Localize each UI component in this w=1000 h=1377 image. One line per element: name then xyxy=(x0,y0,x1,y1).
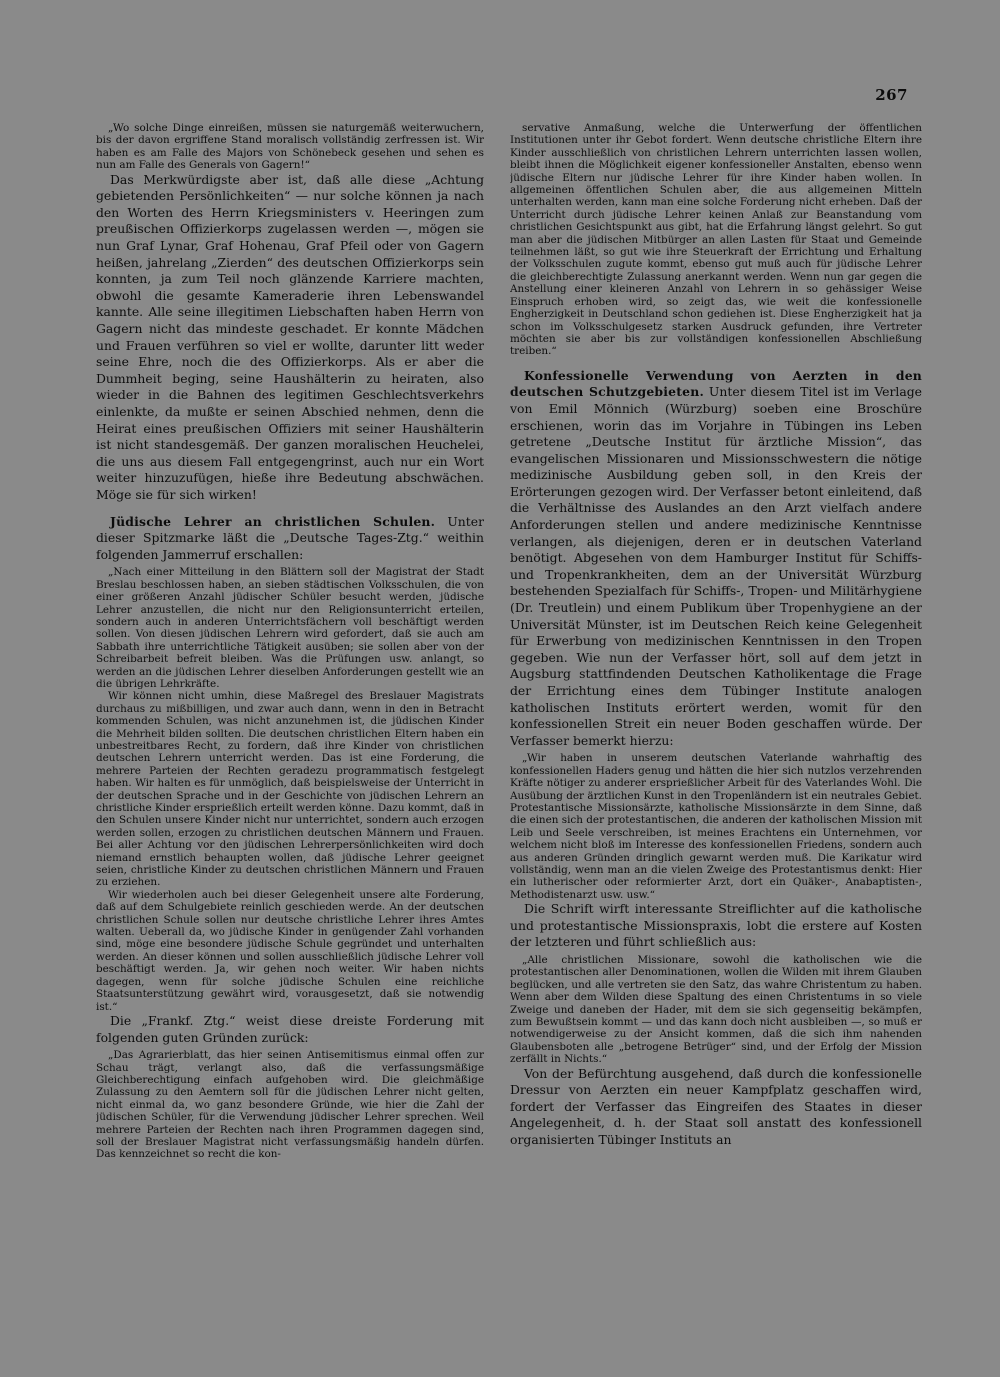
paragraph-text: „Wir haben in unserem deutschen Vaterlande wahrhaftig des konfessionellen Haders genug und hätten die hier sich nutzlos verzehrenden Kräfte nötiger zu anderer ersprießlicher Arbeit für des Vaterlandes Wohl. Die Ausübung der ärztlichen Kunst in den Tropenländern ist ein neutrales Gebiet. Protestantische Missionsärzte, katholische Missionsärzte in dem Sinne, daß die einen sich der protestantischen, die anderen der katholischen Mission mit Leib und Seele verschreiben, ist meines Erachtens ein Unternehmen, vor welchem nicht bloß im Interesse des konfessionellen Friedens, sondern auch aus anderen Gründen dringlich gewarnt werden muß. Die Karikatur wird vollständig, wenn man an die vielen Zweige des Protestantismus denkt: Hier ein lutherischer oder reformierter Arzt, dort ein Quäker-, Anabaptisten-, Methodistenarzt usw. usw.“ xyxy=(510,752,922,901)
page-number: 267 xyxy=(875,86,908,104)
quote-paragraph xyxy=(96,566,484,690)
paragraph-text: Die „Frankf. Ztg.“ weist diese dreiste Forderung mit folgenden guten Gründen zurück: xyxy=(96,1012,484,1045)
quote-paragraph xyxy=(96,122,484,172)
body-paragraph xyxy=(510,1066,922,1149)
paragraph-text: Von der Befürchtung ausgehend, daß durch die konfessionelle Dressur von Aerzten ein neuer Kampfplatz geschaffen wird, fordert der Verfasser das Eingreifen des Staates in dieser Angelegenheit, d. h. der Staat soll anstatt des konfessionell organisierten Tübinger Instituts an xyxy=(510,1065,922,1148)
paragraph-text: „Das Agrarierblatt, das hier seinen Antisemitismus einmal offen zur Schau trägt, verlangt also, daß die verfassungsmäßige Gleichberechtigung einfach aufgehoben wird. Die gleichmäßige Zulassung zu den Aemtern soll für die jüdischen Lehrer nicht gelten, nicht einmal da, wo ganz besondere Gründe, wie hier die Zahl der jüdischen Schüler, für die Verwendung jüdischer Lehrer sprechen. Weil mehrere Parteien der Rechten nach ihren Programmen dagegen sind, soll der Breslauer Magistrat nicht verfassungsmäßig handeln dürfen. Das kennzeichnet so recht die kon- xyxy=(96,1049,484,1161)
paragraph-text: Das Merkwürdigste aber ist, daß alle diese „Achtung gebietenden Persönlichkeiten“ — nur solche können ja nach den Worten des Herrn Kriegsministers v. Heeringen zum preußischen Offizierkorps zugelassen werden —, mögen sie nun Graf Lynar, Graf Hohenau, Graf Pfeil oder von Gagern heißen, jahrelang „Zierden“ des deutschen Offizierkorps sein konnten, ja zum Teil noch glänzende Karriere machten, obwohl die gesamte Kameraderie ihren Lebenswandel kannte. Alle seine illegitimen Liebschaften haben Herrn von Gagern nicht das mindeste geschadet. Er konnte Mädchen und Frauen verführen so viel er wollte, darunter litt weder seine Ehre, noch die des Offizierkorps. Als er aber die Dummheit beging, seine Haushälterin zu heiraten, also wieder in die Bahnen des legitimen Geschlechtsverkehrs einlenkte, da mußte er seinen Abschied nehmen, denn die Heirat eines preußischen Offiziers mit seiner Haushälterin ist nicht standesgemäß. Der ganzen moralischen Heuchelei, die uns aus diesem Fall entgegengrinst, auch nur ein Wort weiter hinzuzufügen, hieße ihre Bedeutung abschwächen. Möge sie für sich wirken! xyxy=(96,171,484,502)
paragraph-text: Wir können nicht umhin, diese Maßregel des Breslauer Magistrats durchaus zu mißbilligen, und zwar auch dann, wenn in den in Betracht kommenden Schulen, was nicht anzunehmen ist, die jüdischen Kinder die Mehrheit bilden sollten. Die deutschen christlichen Eltern haben ein unbestreitbares Recht, zu fordern, daß ihre Kinder von christlichen deutschen Lehrern unterricht werden. Das ist eine Forderung, die mehrere Parteien der Rechten geradezu programmatisch festgelegt haben. Wir halten es für unmöglich, daß beispielsweise der Unterricht in der deutschen Sprache und in der Geschichte von jüdischen Lehrern an christliche Kinder ersprießlich erteilt werden könne. Dazu kommt, daß in den Schulen unsere Kinder nicht nur unterrichtet, sondern auch erzogen werden sollen, erzogen zu christlichen deutschen Männern und Frauen. Bei aller Achtung vor den jüdischen Lehrerpersönlichkeiten wird doch niemand ernstlich behaupten wollen, daß jüdische Lehrer geeignet seien, christliche Kinder zu deutschen christlichen Männern und Frauen zu erziehen. xyxy=(96,690,484,889)
paragraph-text: Wir wiederholen auch bei dieser Gelegenheit unsere alte Forderung, daß auf dem Schulgebiete reinlich geschieden werde. An der deutschen christlichen Schule sollen nur deutsche christliche Lehrer ihres Amtes walten. Ueberall da, wo jüdische Kinder in genügender Zahl vorhanden sind, möge eine besondere jüdische Schule gegründet und unterhalten werden. An dieser können und sollen ausschließlich jüdische Lehrer voll beschäftigt werden. Ja, wir gehen noch weiter. Wir haben nichts dagegen, wenn für solche jüdische Schulen eine reichliche Staatsunterstützung gewährt wird, vorausgesetzt, daß sie notwendig ist.“ xyxy=(96,888,484,1013)
article-heading: Konfessionelle Verwendung von Aerzten in den deutschen Schutzgebieten. xyxy=(510,367,922,400)
article-paragraph-with-heading xyxy=(96,514,484,564)
paragraph-text: „Alle christlichen Missionare, sowohl die katholischen wie die protestantischen aller Denominationen, wollen die Wilden mit ihrem Glauben beglücken, und alle vertreten sie den Satz, das wahre Christentum zu haben. Wenn aber dem Wilden diese Spaltung des einen Christentums in so viele Zweige und daneben der Hader, mit dem sie sich gegenseitig bekämpfen, zum Bewußtsein kommt — und das kann doch nicht ausbleiben —, so muß er notwendigerweise zu der Ansicht kommen, daß die sich ihm nahenden Glaubensboten alle „betrogene Betrüger“ sind, und der Erfolg der Mission zerfällt in Nichts.“ xyxy=(510,954,922,1066)
paragraph-text: Die Schrift wirft interessante Streiflichter auf die katholische und protestantische Missionspraxis, lobt die erstere auf Kosten der letzteren und führt schließlich aus: xyxy=(510,901,922,950)
article-heading: Jüdische Lehrer an christlichen Schulen. xyxy=(110,513,436,529)
quote-paragraph xyxy=(96,690,484,889)
article-paragraph-with-heading xyxy=(510,368,922,750)
quote-paragraph xyxy=(510,954,922,1066)
paragraph-text: Unter dieser Spitzmarke läßt die „Deutsche Tages-Ztg.“ weithin folgenden Jammerruf erschallen: xyxy=(96,513,484,562)
right-column xyxy=(510,122,922,1347)
body-paragraph xyxy=(96,172,484,504)
paragraph-text: „Wo solche Dinge einreißen, müssen sie naturgemäß weiterwuchern, bis der davon ergriffene Stand moralisch vollständig zerfressen ist. Wir haben es am Falle des Majors von Schönebeck gesehen und sehen es nun am Falle des Generals von Gagern!“ xyxy=(96,122,484,172)
body-paragraph xyxy=(510,901,922,951)
left-column xyxy=(96,122,484,1347)
quote-paragraph xyxy=(96,1049,484,1161)
paragraph-text: Unter diesem Titel ist im Verlage von Emil Mönnich (Würzburg) soeben eine Broschüre erschienen, worin das im Vorjahre in Tübingen ins Leben getretene „Deutsche Institut für ärztliche Mission“, das evangelischen Missionaren und Missionsschwestern die nötige medizinische Ausbildung geben soll, in den Kreis der Erörterungen gezogen wird. Der Verfasser betont einleitend, daß die Verhältnisse des Auslandes an den Arzt vielfach andere Anforderungen stellen und andere medizinische Kenntnisse verlangen, als diejenigen, deren er in deutschen Vaterland benötigt. Abgesehen von dem Hamburger Institut für Schiffs- und Tropenkrankheiten, dem an der Universität Würzburg bestehenden Spezialfach für Schiffs-, Tropen- und Militärhygiene (Dr. Treutlein) und einem Publikum über Tropenhygiene an der Universität Münster, ist im Deutschen Reich keine Gelegenheit für Erwerbung von medizinischen Kenntnissen in den Tropen gegeben. Wie nun der Verfasser hört, soll auf dem jetzt in Augsburg stattfindenden Deutschen Katholikentage die Frage der Errichtung eines dem Tübinger Institute analogen katholischen Instituts erörtert werden, womit für den konfessionellen Streit ein neuer Boden geschaffen würde. Der Verfasser bemerkt hierzu: xyxy=(510,384,922,748)
body-paragraph xyxy=(96,1013,484,1046)
paragraph-text: servative Anmaßung, welche die Unterwerfung der öffentlichen Institutionen unter ihr Gebot fordert. Wenn deutsche christliche Eltern ihre Kinder ausschließlich von christlichen Lehrern unterrichten lassen wollen, bleibt ihnen die Möglichkeit eigener konfessioneller Anstalten, ebenso wenn jüdische Eltern nur jüdische Lehrer für ihre Kinder haben wollen. In allgemeinen öffentlichen Schulen aber, die aus allgemeinen Mitteln unterhalten werden, kann man eine solche Forderung nicht erheben. Daß der Unterricht durch jüdische Lehrer keinen Anlaß zur Beanstandung vom christlichen Gesichtspunkt aus gibt, hat die Erfahrung längst gelehrt. So gut man aber die jüdischen Mitbürger an allen Lasten für Staat und Gemeinde teilnehmen läßt, so gut wie ihre Steuerkraft der Errichtung und Erhaltung der Volksschulen zugute kommt, ebenso gut muß auch für jüdische Lehrer die gleichberechtigte Zulassung anerkannt werden. Wenn nun gar gegen die Anstellung einer kleineren Anzahl von Lehrern in so gehässiger Weise Einspruch erhoben wird, so zeigt das, wie weit die konfessionelle Engherzigkeit in Deutschland schon gediehen ist. Diese Engherzigkeit hat ja schon im Volksschulgesetz starken Ausdruck gefunden, ihre Vertreter möchten sie aber bis zur vollständigen konfessionellen Abschließung treiben.“ xyxy=(510,122,922,358)
quote-paragraph xyxy=(96,889,484,1013)
quote-paragraph xyxy=(510,122,922,358)
paragraph-text: „Nach einer Mitteilung in den Blättern soll der Magistrat der Stadt Breslau beschlossen haben, an sieben städtischen Volksschulen, die von einer größeren Anzahl jüdischer Schüler besucht werden, jüdische Lehrer anzustellen, die nicht nur den Religionsunterricht erteilen, sondern auch in anderen Unterrichtsfächern voll beschäftigt werden sollen. Von diesen jüdischen Lehrern wird gefordert, daß sie auch am Sabbath ihre unterrichtliche Tätigkeit ausüben; sie sollen aber von der Schreibarbeit befreit bleiben. Was die Prüfungen usw. anlangt, so werden an die jüdischen Lehrer dieselben Anforderungen gestellt wie an die übrigen Lehrkräfte. xyxy=(96,566,484,690)
quote-paragraph xyxy=(510,752,922,901)
